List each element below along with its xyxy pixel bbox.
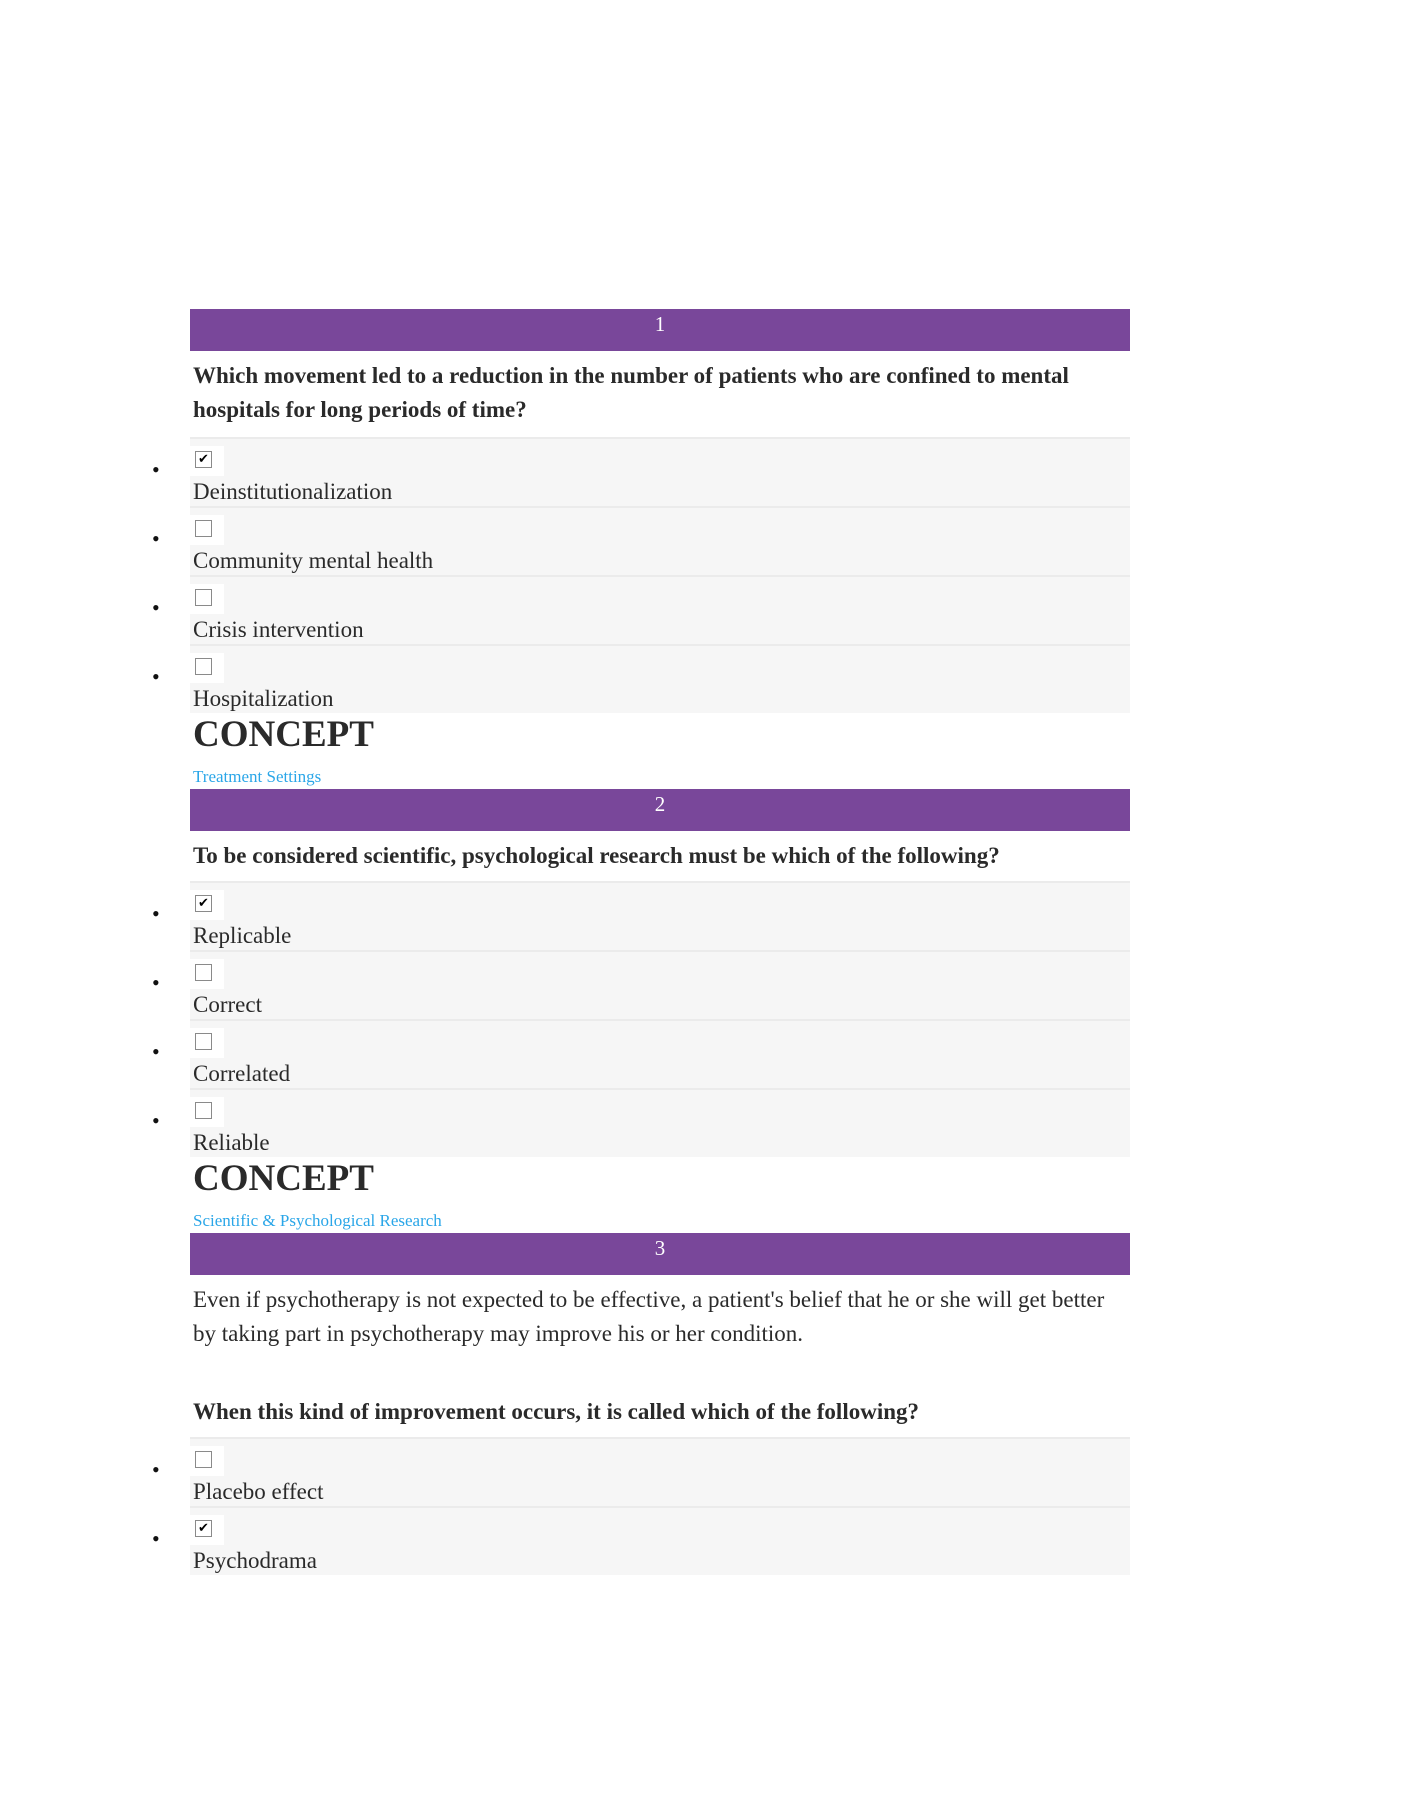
checkbox-checked-icon[interactable]: ✔ [195,451,212,468]
answer-options [152,1437,1130,1575]
answer-option[interactable] [152,644,1130,713]
answer-option[interactable] [152,1019,1130,1088]
question-preamble: Even if psychotherapy is not expected to be effective, a patient's belief that he or she will get better by taking part in psychotherapy may improve his or her condition. [193,1287,1105,1346]
checkbox-icon[interactable] [195,1102,212,1119]
answer-label: Correct [193,992,262,1017]
bullet-icon: • [152,1526,160,1551]
question-text: Which movement led to a reduction in the number of patients who are confined to mental hospitals for long periods of time? [193,363,1069,422]
bullet-icon: • [152,1457,160,1482]
answer-label: Correlated [193,1061,291,1086]
checkbox-icon[interactable] [195,589,212,606]
bullet-icon: • [152,526,160,551]
question-block-3 [152,1233,1130,1575]
answer-label: Crisis intervention [193,617,364,642]
checkbox-icon[interactable] [195,1033,212,1050]
answer-option[interactable] [152,1437,1130,1506]
bullet-icon: • [152,970,160,995]
concept-heading: CONCEPT [193,714,374,755]
answer-option[interactable] [152,1506,1130,1575]
bullet-icon: • [152,595,160,620]
answer-option[interactable] [152,506,1130,575]
bullet-icon: • [152,1108,160,1133]
question-text: To be considered scientific, psychological research must be which of the following? [193,843,1000,868]
answer-label: Hospitalization [193,686,334,711]
question-block-1 [152,309,1130,789]
answer-option[interactable] [152,437,1130,506]
bullet-icon: • [152,664,160,689]
concept-link[interactable]: Treatment Settings [193,767,322,786]
answer-option[interactable] [152,950,1130,1019]
answer-label: Community mental health [193,548,434,573]
question-number: 3 [654,1236,666,1260]
answer-label: Replicable [193,923,292,948]
answer-label: Psychodrama [193,1548,317,1573]
concept-link[interactable]: Scientific & Psychological Research [193,1211,442,1230]
answer-option[interactable] [152,881,1130,950]
question-number-bar [190,1233,1130,1275]
answer-option[interactable] [152,575,1130,644]
concept-heading: CONCEPT [193,1158,374,1199]
answer-label: Reliable [193,1130,270,1155]
answer-options [152,881,1130,1157]
bullet-icon: • [152,457,160,482]
checkbox-icon[interactable] [195,1451,212,1468]
question-number-bar [190,789,1130,831]
question-text: When this kind of improvement occurs, it is called which of the following? [193,1399,920,1424]
checkbox-icon[interactable] [195,658,212,675]
checkbox-checked-icon[interactable]: ✔ [195,895,212,912]
answer-label: Placebo effect [193,1479,324,1504]
checkbox-checked-icon[interactable]: ✔ [195,1520,212,1537]
question-number: 1 [654,312,666,336]
question-number: 2 [654,792,666,816]
bullet-icon: • [152,901,160,926]
answer-label: Deinstitutionalization [193,479,393,504]
question-number-bar [190,309,1130,351]
quiz-content [152,309,1130,1575]
question-block-2 [152,789,1130,1233]
answer-options [152,437,1130,713]
checkbox-icon[interactable] [195,964,212,981]
bullet-icon: • [152,1039,160,1064]
checkbox-icon[interactable] [195,520,212,537]
answer-option[interactable] [152,1088,1130,1157]
